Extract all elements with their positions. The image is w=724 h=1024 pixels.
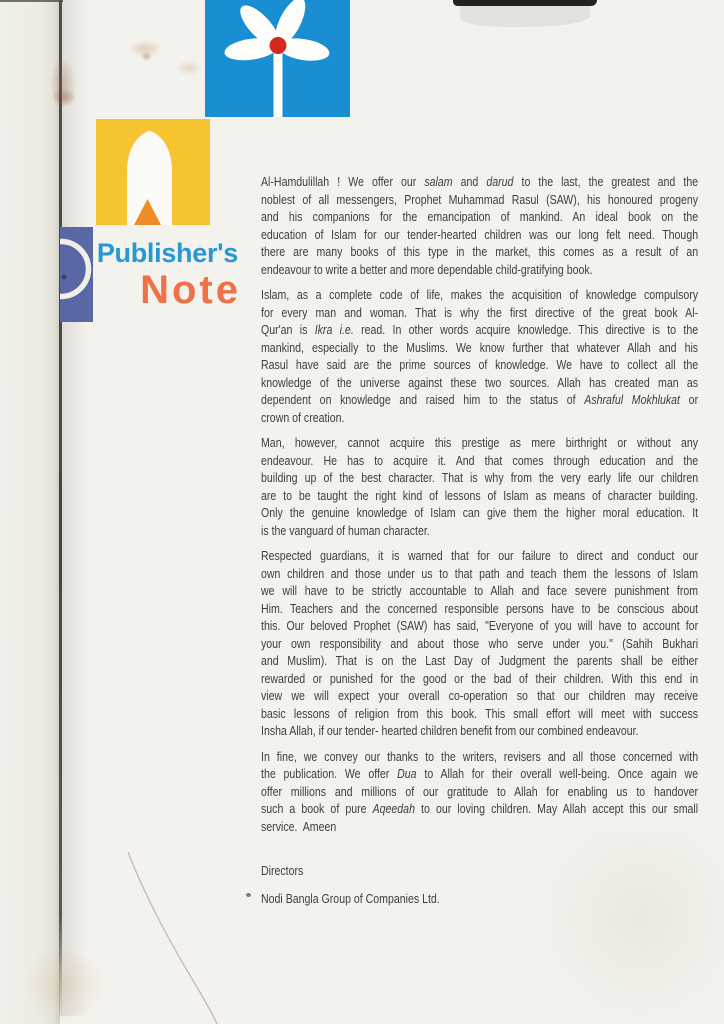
ring-icon: [60, 227, 93, 322]
text-line: Qur'an is Ikra i.e. read. In other words acquire knowledge. This directive is to the: [261, 322, 699, 337]
text-line: endeavour. He has to acquire it. And that comes through education and the: [261, 452, 699, 468]
signature-company: Nodi Bangla Group of Companies Ltd.: [261, 890, 440, 906]
text-line: Man, however, cannot acquire this prestige as mere birthright or without any: [261, 435, 699, 450]
text-line: Al-Hamdulillah ! We offer our salam and darud to the last, the greatest and the: [261, 174, 699, 189]
text-line: such a book of pure Aqeedah to our loving children. May Allah accept this our small: [261, 801, 699, 816]
text-line: view we will expect your overall co-operation so that our children may receive: [261, 688, 699, 703]
scan-smudge-faint: [460, 5, 590, 27]
paragraph: [261, 286, 698, 426]
flower-graphic: [205, 0, 350, 117]
flower-stem: [274, 46, 283, 118]
text-line: building up of the best character. That is why from the very early life our children: [261, 470, 699, 485]
paragraph: [261, 748, 698, 836]
flower-icon: [205, 0, 350, 117]
text-line: endeavour to write a better and more dependable child-gratifying book.: [261, 261, 593, 277]
text-line: service. Ameen: [261, 818, 337, 834]
text-line: dependent on knowledge and raised him to the status of Ashraful Mokhlukat or: [261, 392, 699, 407]
text-line: the publication. We offer Dua to Allah for their overall well-being. Once again we: [261, 766, 699, 781]
text-line: education of Islam for our tender-hearted children was our long felt need. Though: [261, 226, 699, 242]
text-line: is the vanguard of human character.: [261, 522, 430, 538]
text-line: your own responsibility and about those who serve under you." (Sahih Bukhari: [261, 635, 699, 651]
paragraph: [261, 547, 698, 740]
flower-center: [270, 37, 287, 54]
paragraph: [261, 434, 698, 539]
text-line: noblest of all messengers, Prophet Muhammad Rasul (SAW), his honoured progeny: [261, 191, 699, 207]
scan-speck: [246, 893, 251, 897]
scan-stain: [141, 52, 152, 61]
text-line: Respected guardians, it is warned that for our failure to direct and conduct our: [261, 548, 699, 563]
text-line: Only the genuine knowledge of Islam can give them the higher moral education. It: [261, 505, 699, 520]
text-line: basic lessons of religion from this book. This small effort will meet with success: [261, 705, 699, 721]
title-line-2: Note: [140, 268, 241, 312]
scan-speck: [62, 275, 67, 280]
mosque-arch-icon: [96, 119, 210, 225]
title-line-1: Publisher's: [96, 238, 238, 268]
text-line: own children and those under us to that path and teach them the lessons of Islam: [261, 565, 699, 581]
text-line: knowledge of the universe against these two sources. Allah has created man as: [261, 374, 699, 390]
text-line: Insha Allah, if our tender- hearted children benefit from our combined endeavour.: [261, 723, 639, 738]
body-text: [261, 173, 698, 907]
text-line: mankind, especially to the Muslims. We know further that whatever Allah and his: [261, 339, 699, 355]
text-line: are to be taught the right kind of lessons of Islam as means of character building.: [261, 487, 699, 503]
paragraph: [261, 173, 698, 278]
ring-graphic: [60, 227, 93, 322]
text-line: and his companions for the emancipation of mankind. An ideal book on the: [261, 209, 699, 224]
page-gutter: [0, 0, 60, 1024]
text-line: we will have to be strictly accountable to Allah and face severe punishment from: [261, 583, 699, 598]
text-line: and Muslim). That is on the Last Day of Judgment the parents shall be either: [261, 653, 699, 668]
ring-circle: [60, 242, 89, 297]
text-line: this. Our beloved Prophet (SAW) has said, "Everyone of you will have to account for: [261, 618, 699, 633]
text-line: for every man and woman. That is why the first directive of the great book Al-: [261, 304, 699, 320]
text-line: rewarded or punished for the good or the bad of their children. With this end in: [261, 670, 699, 686]
text-line: offer millions and millions of our gratitude to Allah for enabling us to handover: [261, 783, 699, 799]
paragraphs: [261, 173, 698, 835]
text-line: Islam, as a complete code of life, makes the acquisition of knowledge compulsory: [261, 287, 699, 302]
arch-graphic: [96, 119, 210, 225]
spine-shadow: [62, 0, 88, 1016]
scan-stain: [52, 88, 76, 106]
text-line: crown of creation.: [261, 409, 345, 425]
scan-stain: [22, 948, 106, 1022]
scan-edge-line: [0, 0, 63, 2]
text-line: In fine, we convey our thanks to the writers, revisers and all those concerned with: [261, 748, 699, 764]
scan-stain: [176, 60, 202, 76]
page-title: [96, 238, 241, 312]
text-line: Rasul have said are the prime sources of knowledge. We have to collect all the: [261, 357, 699, 372]
signature-role: Directors: [261, 863, 304, 878]
text-line: Him. Teachers and the concerned responsible persons have to be conscious about: [261, 600, 699, 616]
text-line: there are many books of this type in the market, this comes as a result of an: [261, 244, 699, 259]
